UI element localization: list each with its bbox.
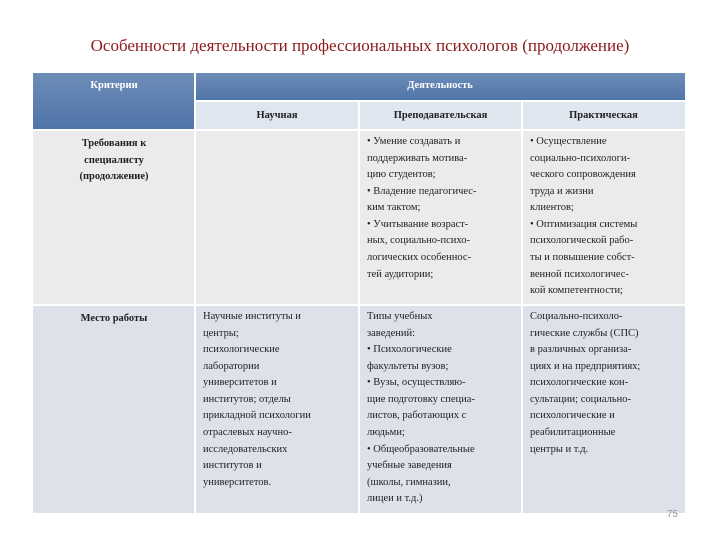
- row-label-line: Требования к: [81, 138, 147, 149]
- cell-line: кой компетентности;: [530, 285, 623, 297]
- cell-requirements-teaching: [359, 130, 522, 305]
- cell-line: логических особеннос-: [367, 252, 472, 264]
- cell-line: • Общеобразовательные: [367, 443, 475, 455]
- cell-line: психологические: [203, 344, 280, 356]
- cell-line: Научные институты и: [203, 311, 301, 322]
- cell-line: • Умение создавать и: [367, 136, 461, 147]
- cell-line: социально-психологи-: [530, 152, 631, 164]
- cell-line: факультеты вузов;: [367, 360, 449, 372]
- cell-line: щие подготовку специа-: [367, 393, 475, 405]
- cell-line: университетов и: [203, 377, 277, 389]
- grid-divider: [195, 100, 685, 102]
- cell-line: реабилитационные: [530, 427, 616, 439]
- cell-line: • Вузы, осуществляю-: [367, 377, 466, 389]
- cell-line: Социально-психоло-: [530, 311, 623, 322]
- cell-line: ким тактом;: [367, 202, 421, 214]
- cell-line: • Владение педагогичес-: [367, 185, 477, 197]
- cell-line: листов, работающих с: [367, 410, 467, 422]
- row-label-line: специалисту: [84, 154, 144, 166]
- cell-line: центры и т.д.: [530, 443, 589, 455]
- cell-line: циях и на предприятиях;: [530, 360, 641, 372]
- cell-line: • Психологические: [367, 344, 452, 356]
- slide-title: Особенности деятельности профессиональных психологов (продолжение): [90, 36, 630, 55]
- cell-line: гические службы (СПС): [530, 327, 639, 339]
- cell-line: (школы, гимназии,: [367, 476, 451, 488]
- header-col-teaching: Преподавательская: [359, 101, 522, 130]
- cell-line: психологические и: [530, 410, 615, 422]
- grid-divider: [358, 101, 360, 513]
- header-activity: Деятельность: [195, 73, 685, 101]
- cell-line: центры;: [203, 327, 239, 339]
- cell-workplace-practical: [522, 305, 685, 513]
- grid-divider: [521, 101, 523, 513]
- cell-line: клиентов;: [530, 202, 574, 214]
- cell-line: отраслевых научно-: [203, 427, 292, 439]
- cell-requirements-scientific: [195, 130, 359, 305]
- cell-line: прикладной психологии: [203, 410, 311, 422]
- grid-divider: [33, 304, 685, 306]
- cell-line: лицеи и т.д.): [367, 493, 423, 505]
- cell-line: цию студентов;: [367, 169, 436, 181]
- cell-line: в различных организа-: [530, 344, 632, 356]
- activity-table: [33, 73, 685, 513]
- cell-line: труда и жизни: [530, 185, 594, 197]
- cell-workplace-teaching: [359, 305, 522, 513]
- cell-line: институтов; отделы: [203, 393, 291, 405]
- page-number: 75: [666, 509, 678, 520]
- cell-line: • Оптимизация системы: [530, 218, 638, 230]
- header-col-scientific: Научная: [195, 101, 359, 130]
- row-label-workplace: [33, 305, 195, 513]
- cell-workplace-scientific: [195, 305, 359, 513]
- cell-line: ческого сопровождения: [530, 169, 636, 181]
- cell-line: ных, социально-психо-: [367, 235, 470, 247]
- cell-line: учебные заведения: [367, 460, 452, 472]
- cell-requirements-practical: [522, 130, 685, 305]
- cell-line: • Учитывание возраст-: [367, 218, 469, 230]
- cell-line: венной психологичес-: [530, 268, 629, 280]
- cell-line: • Осуществление: [530, 136, 607, 147]
- cell-line: исследовательских: [203, 443, 288, 455]
- header-col-practical: Практическая: [522, 101, 685, 130]
- grid-divider: [194, 73, 196, 513]
- cell-line: людьми;: [367, 427, 405, 439]
- cell-line: сультации; социально-: [530, 393, 632, 405]
- grid-divider: [33, 129, 685, 131]
- cell-line: психологической рабо-: [530, 235, 634, 247]
- cell-line: психологические кон-: [530, 377, 629, 389]
- header-criteria: Критерии: [33, 73, 195, 130]
- cell-line: университетов.: [203, 476, 272, 488]
- cell-line: поддерживать мотива-: [367, 152, 468, 164]
- row-label-line: Место работы: [80, 313, 148, 324]
- cell-line: институтов и: [203, 460, 262, 472]
- cell-line: ты и повышение собст-: [530, 252, 635, 264]
- cell-line: Типы учебных: [367, 311, 433, 322]
- cell-line: тей аудитории;: [367, 268, 434, 280]
- cell-line: лаборатории: [203, 360, 260, 372]
- cell-line: заведений:: [367, 327, 416, 339]
- row-label-requirements: [33, 130, 195, 305]
- row-label-line: (продолжение): [79, 171, 149, 183]
